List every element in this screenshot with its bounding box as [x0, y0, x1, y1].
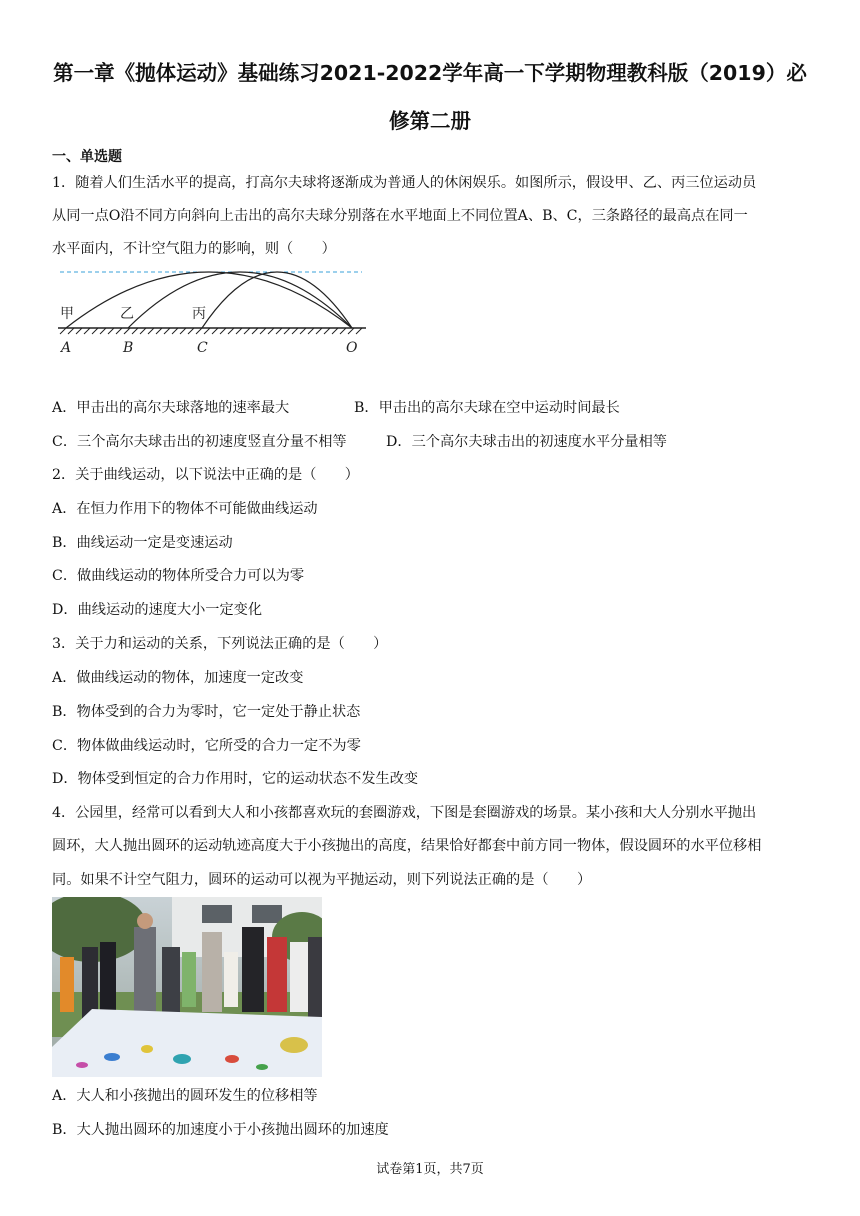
point-label-b: B: [123, 340, 134, 356]
q2-stem: 2．关于曲线运动，以下说法中正确的是（ ）: [52, 467, 359, 483]
q3-option-c: C．物体做曲线运动时，它所受的合力一定不为零: [52, 738, 361, 754]
q1-stem-line3: 水平面内，不计空气阻力的影响，则（ ）: [52, 241, 336, 257]
q2-option-d: D．曲线运动的速度大小一定变化: [52, 602, 263, 618]
ground-hatching: [60, 328, 362, 334]
q3-option-d: D．物体受到恒定的合力作用时，它的运动状态不发生改变: [52, 771, 419, 787]
q1-option-b: B．甲击出的高尔夫球在空中运动时间最长: [354, 400, 620, 416]
q4-stem-line2: 圆环，大人抛出圆环的运动轨迹高度大于小孩抛出的高度，结果恰好都套中前方同一物体，假设圆环的水平位移相: [52, 838, 762, 854]
section-heading: 一、单选题: [52, 149, 122, 165]
q2-option-a: A．在恒力作用下的物体不可能做曲线运动: [52, 501, 318, 517]
q2-option-b: B．曲线运动一定是变速运动: [52, 535, 233, 551]
player-label-bing: 丙: [192, 306, 206, 322]
q3-stem: 3．关于力和运动的关系，下列说法正确的是（ ）: [52, 636, 388, 652]
player-label-yi: 乙: [120, 306, 134, 322]
ring-toss-photo: [52, 897, 322, 1077]
q2-option-c: C．做曲线运动的物体所受合力可以为零: [52, 568, 305, 584]
point-label-o: O: [346, 340, 358, 356]
trajectory-bing: [202, 272, 352, 328]
q1-option-c: C．三个高尔夫球击出的初速度竖直分量不相等: [52, 434, 347, 450]
q4-option-b: B．大人抛出圆环的加速度小于小孩抛出圆环的加速度: [52, 1122, 389, 1138]
q4-stem-line1: 4．公园里，经常可以看到大人和小孩都喜欢玩的套圈游戏，下图是套圈游戏的场景。某小孩和大人分别水平抛出: [52, 805, 757, 821]
q1-option-d: D．三个高尔夫球击出的初速度水平分量相等: [386, 434, 667, 450]
q3-option-b: B．物体受到的合力为零时，它一定处于静止状态: [52, 704, 361, 720]
trajectory-jia: [66, 272, 352, 328]
q3-option-a: A．做曲线运动的物体，加速度一定改变: [52, 670, 304, 686]
q4-option-a: A．大人和小孩抛出的圆环发生的位移相等: [52, 1088, 318, 1104]
point-label-a: A: [61, 340, 72, 356]
point-label-c: C: [197, 340, 208, 356]
trajectory-yi: [128, 272, 352, 328]
player-label-jia: 甲: [60, 306, 74, 322]
q1-option-a: A．甲击出的高尔夫球落地的速率最大: [52, 400, 290, 416]
golf-trajectory-figure: [52, 262, 372, 362]
q4-stem-line3: 同。如果不计空气阻力，圆环的运动可以视为平抛运动，则下列说法正确的是（ ）: [52, 872, 592, 888]
document-title-line2: 修第二册: [389, 109, 471, 133]
q1-stem-line2: 从同一点O沿不同方向斜向上击出的高尔夫球分别落在水平地面上不同位置A、B、C，三条路径的最高点在同一: [52, 208, 748, 224]
q1-stem-line1: 1．随着人们生活水平的提高，打高尔夫球将逐渐成为普通人的休闲娱乐。如图所示，假设甲、乙、丙三位运动员: [52, 175, 757, 191]
document-title-line1: 第一章《抛体运动》基础练习2021-2022学年高一下学期物理教科版（2019）必: [53, 61, 807, 85]
page-footer: 试卷第1页，共7页: [376, 1162, 484, 1177]
